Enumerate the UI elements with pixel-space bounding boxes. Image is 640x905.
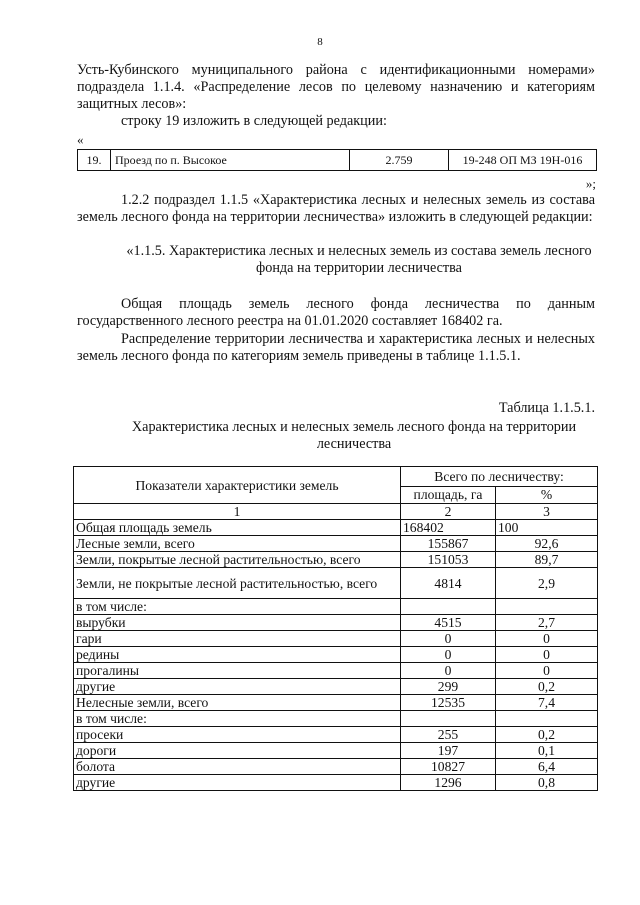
row-percent: 0: [496, 631, 598, 647]
column-number: 2: [401, 504, 496, 520]
table-row: [74, 759, 598, 775]
row-percent: 0,1: [496, 743, 598, 759]
header-indicator: Показатели характеристики земель: [74, 467, 401, 504]
row-area: 10827: [401, 759, 496, 775]
land-characteristics-table: [73, 466, 598, 791]
open-quote: «: [77, 132, 84, 147]
row-area: 0: [401, 631, 496, 647]
row-label: дороги: [74, 743, 401, 759]
row-label: гари: [74, 631, 401, 647]
row-label: Земли, покрытые лесной растительностью, всего: [74, 552, 401, 568]
row-label: Земли, не покрытые лесной растительностью, всего: [74, 568, 401, 599]
row-label: другие: [74, 679, 401, 695]
table-header-row: [74, 467, 598, 487]
table-row: [74, 663, 598, 679]
row-label: в том числе:: [74, 599, 401, 615]
table-row: [74, 520, 598, 536]
table-row: [74, 552, 598, 568]
close-quote: »;: [585, 176, 596, 191]
row-area: 151053: [401, 552, 496, 568]
table-row: [74, 536, 598, 552]
table-row: [74, 727, 598, 743]
row-label: прогалины: [74, 663, 401, 679]
total-area-paragraph: Общая площадь земель лесного фонда лесничества по данным государственного лесного реестра на 01.01.2020 составляет 168402 га.: [77, 296, 595, 329]
row-label: редины: [74, 647, 401, 663]
row-19-name: Проезд по п. Высокое: [111, 150, 350, 171]
column-number: 1: [74, 504, 401, 520]
row-area: 197: [401, 743, 496, 759]
row-percent: 7,4: [496, 695, 598, 711]
table-row: [74, 711, 598, 727]
row-percent: 0,8: [496, 775, 598, 791]
row-19-number: 19.: [78, 150, 111, 171]
row-area: 4814: [401, 568, 496, 599]
row-label: вырубки: [74, 615, 401, 631]
row-label: Лесные земли, всего: [74, 536, 401, 552]
row-area: [401, 711, 496, 727]
table-row: [74, 743, 598, 759]
table-row: [74, 647, 598, 663]
header-total: Всего по лесничеству:: [401, 467, 598, 487]
row-area: 12535: [401, 695, 496, 711]
table-title: Характеристика лесных и нелесных земель лесного фонда на территории лесничества: [131, 419, 577, 452]
row-percent: 2,7: [496, 615, 598, 631]
table-row: [74, 775, 598, 791]
table-row: [78, 150, 597, 171]
table-row: [74, 568, 598, 599]
distribution-paragraph: Распределение территории лесничества и характеристика лесных и нелесных земель лесного фонда по категориям земель приведены в таблице 1.1.5.1.: [77, 331, 595, 364]
row-area: 299: [401, 679, 496, 695]
row-area: [401, 599, 496, 615]
table-row: [74, 615, 598, 631]
section-115-heading: «1.1.5. Характеристика лесных и нелесных земель из состава земель лесного фонда на территории лесничества: [126, 243, 592, 276]
header-area: площадь, га: [401, 486, 496, 503]
row-area: 1296: [401, 775, 496, 791]
table-row: [74, 695, 598, 711]
table-row: [74, 631, 598, 647]
row-label: просеки: [74, 727, 401, 743]
page-number: 8: [317, 36, 323, 48]
row-label: Общая площадь земель: [74, 520, 401, 536]
row-label: в том числе:: [74, 711, 401, 727]
row-label: болота: [74, 759, 401, 775]
table-caption: Таблица 1.1.5.1.: [498, 400, 595, 416]
row-19-value: 2.759: [350, 150, 449, 171]
row-19-code: 19-248 ОП МЗ 19Н-016: [449, 150, 597, 171]
column-number: 3: [496, 504, 598, 520]
row-area: 0: [401, 647, 496, 663]
row-percent: 0: [496, 647, 598, 663]
intro-paragraph: Усть-Кубинского муниципального района с идентификационными номерами» подраздела 1.1.4. «Распределение лесов по целевому назначению и категориям защитных лесов»:: [77, 62, 595, 112]
row-area: 4515: [401, 615, 496, 631]
row-percent: 0,2: [496, 727, 598, 743]
row-percent: 0,2: [496, 679, 598, 695]
row-percent: 6,4: [496, 759, 598, 775]
row-label: другие: [74, 775, 401, 791]
row-area: 255: [401, 727, 496, 743]
line-19-instruction: строку 19 изложить в следующей редакции:: [121, 113, 387, 129]
row-area: 168402: [401, 520, 496, 536]
row-percent: 0: [496, 663, 598, 679]
row-percent: 100: [496, 520, 598, 536]
table-row: [74, 599, 598, 615]
row-percent: 2,9: [496, 568, 598, 599]
row-percent: 89,7: [496, 552, 598, 568]
table-row: [74, 679, 598, 695]
row-label: Нелесные земли, всего: [74, 695, 401, 711]
column-numbers-row: [74, 504, 598, 520]
row-area: 155867: [401, 536, 496, 552]
row-percent: [496, 711, 598, 727]
row-percent: [496, 599, 598, 615]
row-area: 0: [401, 663, 496, 679]
row-percent: 92,6: [496, 536, 598, 552]
section-122-paragraph: 1.2.2 подраздел 1.1.5 «Характеристика лесных и нелесных земель из состава земель лесного фонда на территории лесничества» изложить в следующей редакции:: [77, 192, 595, 225]
row-19-table: [77, 149, 597, 171]
header-percent: %: [496, 486, 598, 503]
